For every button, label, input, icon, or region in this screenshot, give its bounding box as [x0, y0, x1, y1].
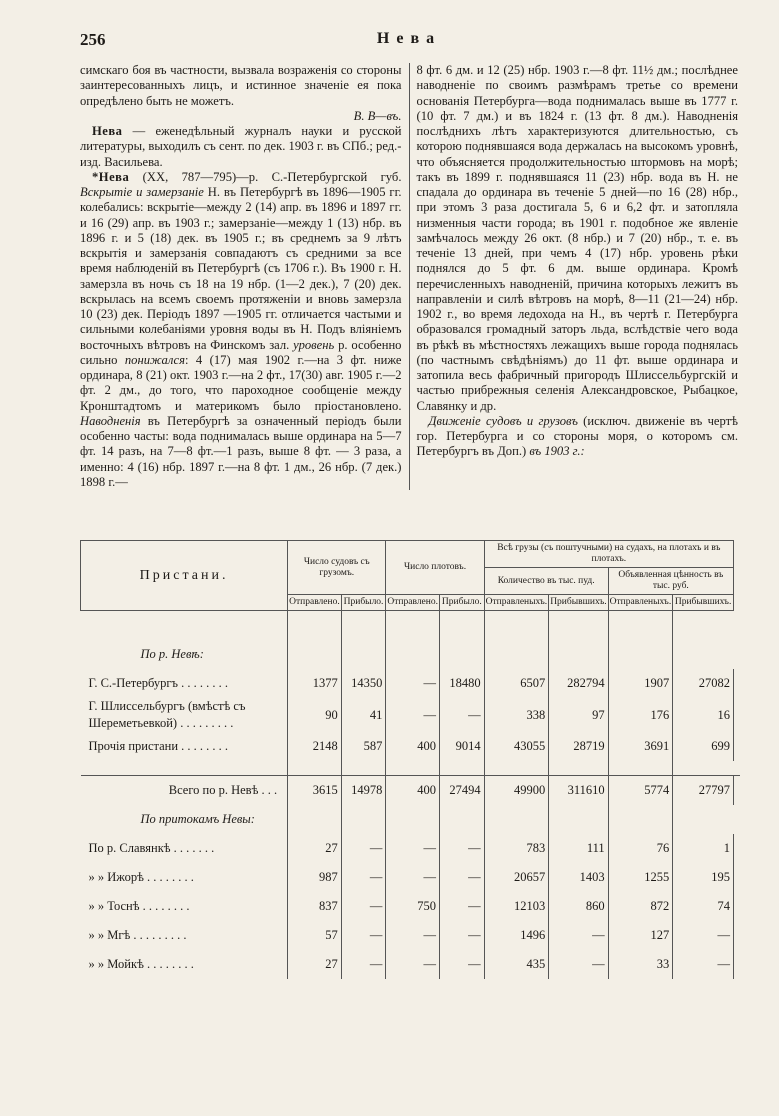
table-cell: 750 [386, 892, 440, 921]
table-row [81, 732, 741, 761]
table-cell: 127 [608, 921, 673, 950]
table-cell-spacer [734, 776, 741, 806]
signature: В. В—въ. [353, 108, 402, 123]
table-cell: — [386, 863, 440, 892]
table-row [81, 863, 741, 892]
left-column [80, 63, 410, 490]
paragraph: *Нева (XX, 787—795)—р. С.-Петербургской губ. Вскрытіе и замерзаніе Н. въ Петербургѣ въ 1896—1905 гг. колебались: вскрытіе—между 2 (14) апр. въ 1896 и 1897 гг. и 16 (29) апр. въ 1903 г.; замерзаніе—между 1 (13) нбр. въ 1896 г. и 5 (18) дек. въ 1905 г.; въ среднемъ за 9 лѣтъ вскрытія и замерзанія совпадаютъ съ средними за все время наблюденій въ Петербургѣ (съ 1706 г.). Въ 1900 г. Н. замерзла въ ночь съ 18 на 19 нбр. (1—2 дек.), 7 (20) дек. вскрылась на всемъ своемъ протяженіи и вновь замерзла 10 (23) дек. Періодъ 1897 —1905 гг. отличается частыми и сильными колебаніями уровня воды въ Н. Подъ вліяніемъ восточныхъ вѣтровъ на Финскомъ зал. уровень р. особенно сильно понижался: 4 (17) мая 1902 г.—на 3 фт. ниже ординара, 8 (21) окт. 1903 г.—на 2 фт., 17(30) авг. 1905 г.—2 фт. 2 дм., до того, что пароходное сообщеніе между Кронштадтомъ и материкомъ было пріостановлено. Наводненія въ Петербургѣ за означенный періодъ были особенно часты: вода поднималась выше ординара на 5—7 фт. 14 разъ, на 7—8 фт.—1 разъ, выше 8 фт. — 3 раза, а именно: 4 (16) нбр. 1897 г.—на 8 фт. 1 дм., 26 нбр. (7 дек.) 1898 г.— [80, 169, 402, 489]
table-cell: 3615 [288, 776, 342, 806]
headword: Нева [92, 124, 123, 138]
table-cell: — [549, 921, 608, 950]
table-cell: — [386, 921, 440, 950]
table-cell: 74 [673, 892, 734, 921]
header-sent: Отправлено. [288, 595, 342, 611]
section-row [81, 640, 741, 669]
table-cell: 400 [386, 776, 440, 806]
table-cell: 27494 [439, 776, 484, 806]
table-cell: — [341, 950, 386, 979]
table-cell: 14978 [341, 776, 386, 806]
table-cell: 1496 [484, 921, 549, 950]
table-cell: 2148 [288, 732, 342, 761]
section-title: По р. Невѣ: [140, 647, 204, 661]
table-cell: 14350 [341, 669, 386, 698]
table-cell: — [439, 950, 484, 979]
table-cell: 41 [341, 698, 386, 732]
table-cell-spacer [734, 698, 741, 732]
paragraph: 8 фт. 6 дм. и 12 (25) нбр. 1903 г.—8 фт. 11½ дм.; послѣднее наводненіе по своимъ размѣрамъ третье со времени основанія Петербурга—вода поднималась выше въ 1777 г. (10 фт. 7 дм.) и въ 1824 г. (13 фт. 8 дм.). Наводненія послѣднихъ лѣтъ характеризуются длительностью, съ которою поднявшаяся вода держалась на высокомъ уровнѣ, что объясняется продолжительностью штормовъ на морѣ; такъ въ 1899 г. поднявшаяся 11 (23) нбр. вода въ Н. не спадала до ординара въ теченіе 5 дней—по 16 (28) нбр., при этомъ 3 раза достигала 5, 6 и 6,2 фт. и затопляла низменныя части города; въ 1901 г. подобное же явленіе замѣчалось между 26 окт. (8 нбр.) и 7 (20) нбр., т. е. въ теченіе 13 дней, при чемъ 4 (17) нбр. уровень рѣки поднялся до 5 фт. 6 дм. выше ординара. Кромѣ перечисленныхъ наводненій, причина которыхъ лежитъ въ направленіи и силѣ вѣтровъ на морѣ, 8—11 (21—24) нбр. 1902 г., во время ледохода на Н., въ чертѣ г. Петербурга образовался громадный заторъ льда, вслѣдствіе чего вода въ рѣкѣ въ мѣстностяхъ лежащихъ выше города поднялась (по частнымъ свѣдѣніямъ) до 11 фт. выше ординара и затопила весь фабричный пригородъ Шлиссельбургскій и частью прибрежныя селенія Александровское, Рыбацкое, Славянку и др. [416, 63, 738, 413]
paragraph: Нева — еженедѣльный журналъ науки и русской литературы, выходилъ съ сент. по дек. 1903 г. въ СПб.; ред.-изд. Васильева. [80, 124, 402, 169]
page-number: 256 [80, 30, 106, 49]
section-row [81, 805, 741, 834]
table-cell-spacer [734, 921, 741, 950]
pier-name: » » Тоснѣ . . . . . . . . [88, 899, 190, 913]
table-cell: 6507 [484, 669, 549, 698]
subheading: въ 1903 г.: [529, 444, 585, 459]
header-rafts: Число плотовъ. [386, 541, 484, 595]
table-row [81, 669, 741, 698]
paragraph: Движеніе судовъ и грузовъ (исключ. движеніе въ чертѣ гор. Петербурга и со стороны моря, о которомъ см. Петербургъ въ Доп.) въ 1903 г.: [416, 413, 738, 459]
table-cell: 338 [484, 698, 549, 732]
table-cell: 400 [386, 732, 440, 761]
section-title: По притокамъ Невы: [140, 812, 255, 826]
pier-name: Всего по р. Невѣ . . . [81, 776, 288, 806]
table-cell: 9014 [439, 732, 484, 761]
pier-name: » » Мойкѣ . . . . . . . . [88, 957, 194, 971]
table-cell: — [386, 834, 440, 863]
table-cell: — [386, 698, 440, 732]
table-row [81, 892, 741, 921]
table-cell: 16 [673, 698, 734, 732]
table-cell: 195 [673, 863, 734, 892]
header-piers: Пристани. [81, 541, 288, 611]
header-value: Объявленная цѣнность въ тыс. руб. [608, 568, 733, 595]
headword: *Нева [92, 169, 130, 184]
table-cell: — [386, 669, 440, 698]
page-header [80, 28, 738, 54]
table-cell: — [341, 921, 386, 950]
table-cell: — [439, 834, 484, 863]
header-sent: Отправлено. [386, 595, 440, 611]
pier-name: Прочія пристани . . . . . . . . [88, 739, 229, 753]
header-sent: Отправленыхъ. [484, 595, 549, 611]
pier-name: » » Ижорѣ . . . . . . . . [88, 870, 194, 884]
table-cell: 76 [608, 834, 673, 863]
table-cell: 1 [673, 834, 734, 863]
header-all-cargo: Всѣ грузы (съ поштучными) на судахъ, на плотахъ и въ плотахъ. [484, 541, 733, 568]
page [80, 28, 738, 490]
header-arrived: Прибывшихъ. [549, 595, 608, 611]
subheading: понижался [124, 352, 185, 367]
header-arrived: Прибыло. [341, 595, 386, 611]
text-columns [80, 63, 738, 490]
table-cell: 783 [484, 834, 549, 863]
table-cell-spacer [734, 950, 741, 979]
table-cell-spacer [734, 732, 741, 761]
pier-name: Г. Шлиссельбургъ (вмѣстѣ съ Шереметьевкой) . . . . . . . . . [88, 699, 246, 730]
pier-name: » » Мгѣ . . . . . . . . . [88, 928, 187, 942]
table-cell: 872 [608, 892, 673, 921]
table-cell: 435 [484, 950, 549, 979]
pier-name: По р. Славянкѣ . . . . . . . [88, 841, 215, 855]
paragraph: симскаго боя въ частности, вызвала возраженія со стороны заинтересованныхъ лицъ, и истинное значеніе ея пока опредѣлено быть не можетъ. В. В—въ. [80, 63, 402, 123]
table-cell: — [439, 863, 484, 892]
table-cell: 1255 [608, 863, 673, 892]
subheading: уровень [293, 337, 335, 352]
table-cell: 311610 [549, 776, 608, 806]
table-cell: 27 [288, 834, 342, 863]
running-title: Нева [376, 30, 442, 47]
table-cell: — [341, 892, 386, 921]
table-cell: 699 [673, 732, 734, 761]
table-cell: 1907 [608, 669, 673, 698]
table-cell: 27082 [673, 669, 734, 698]
table-cell: 28719 [549, 732, 608, 761]
table-cell-spacer [734, 834, 741, 863]
table-cell: 3691 [608, 732, 673, 761]
header-arrived: Прибыло. [439, 595, 484, 611]
table-cell: 587 [341, 732, 386, 761]
table-cell-spacer [734, 669, 741, 698]
table-cell-spacer [734, 892, 741, 921]
table-cell: 1403 [549, 863, 608, 892]
table-cell: 12103 [484, 892, 549, 921]
header-ships: Число судовъ съ грузомъ. [288, 541, 386, 595]
table-cell: 90 [288, 698, 342, 732]
table-cell: 1377 [288, 669, 342, 698]
table-cell: 97 [549, 698, 608, 732]
pier-name: Г. С.-Петербургъ . . . . . . . . [88, 676, 229, 690]
table-cell: 27797 [673, 776, 734, 806]
table-cell: — [341, 863, 386, 892]
table-cell: 43055 [484, 732, 549, 761]
table-cell: 20657 [484, 863, 549, 892]
table-row [81, 834, 741, 863]
table-row [81, 698, 741, 732]
table-cell: — [439, 892, 484, 921]
table-cell: — [673, 950, 734, 979]
table-cell: — [439, 921, 484, 950]
table-cell-spacer [734, 863, 741, 892]
table-cell: — [386, 950, 440, 979]
table-row [81, 950, 741, 979]
table-cell: 57 [288, 921, 342, 950]
table-cell: 18480 [439, 669, 484, 698]
subheading: Движеніе судовъ и грузовъ [428, 413, 578, 428]
table-cell: — [439, 698, 484, 732]
table-row [81, 921, 741, 950]
table-cell: 33 [608, 950, 673, 979]
header-qty: Количество въ тыс. пуд. [484, 568, 608, 595]
table-cell: 111 [549, 834, 608, 863]
table-cell: 5774 [608, 776, 673, 806]
table-cell: 987 [288, 863, 342, 892]
table-cell: 49900 [484, 776, 549, 806]
table-cell: 176 [608, 698, 673, 732]
header-arrived: Прибывшихъ. [673, 595, 734, 611]
table-cell: 837 [288, 892, 342, 921]
subheading: Вскрытіе и замерзаніе [80, 185, 204, 199]
table-cell: — [341, 834, 386, 863]
subheading: Наводненія [80, 413, 141, 428]
table-cell: 282794 [549, 669, 608, 698]
table-cell: 860 [549, 892, 608, 921]
cargo-table [80, 540, 740, 979]
table-row [81, 776, 741, 806]
table-cell: — [549, 950, 608, 979]
table-cell: 27 [288, 950, 342, 979]
header-sent: Отправленыхъ. [608, 595, 673, 611]
table-cell: — [673, 921, 734, 950]
right-column [410, 63, 739, 490]
